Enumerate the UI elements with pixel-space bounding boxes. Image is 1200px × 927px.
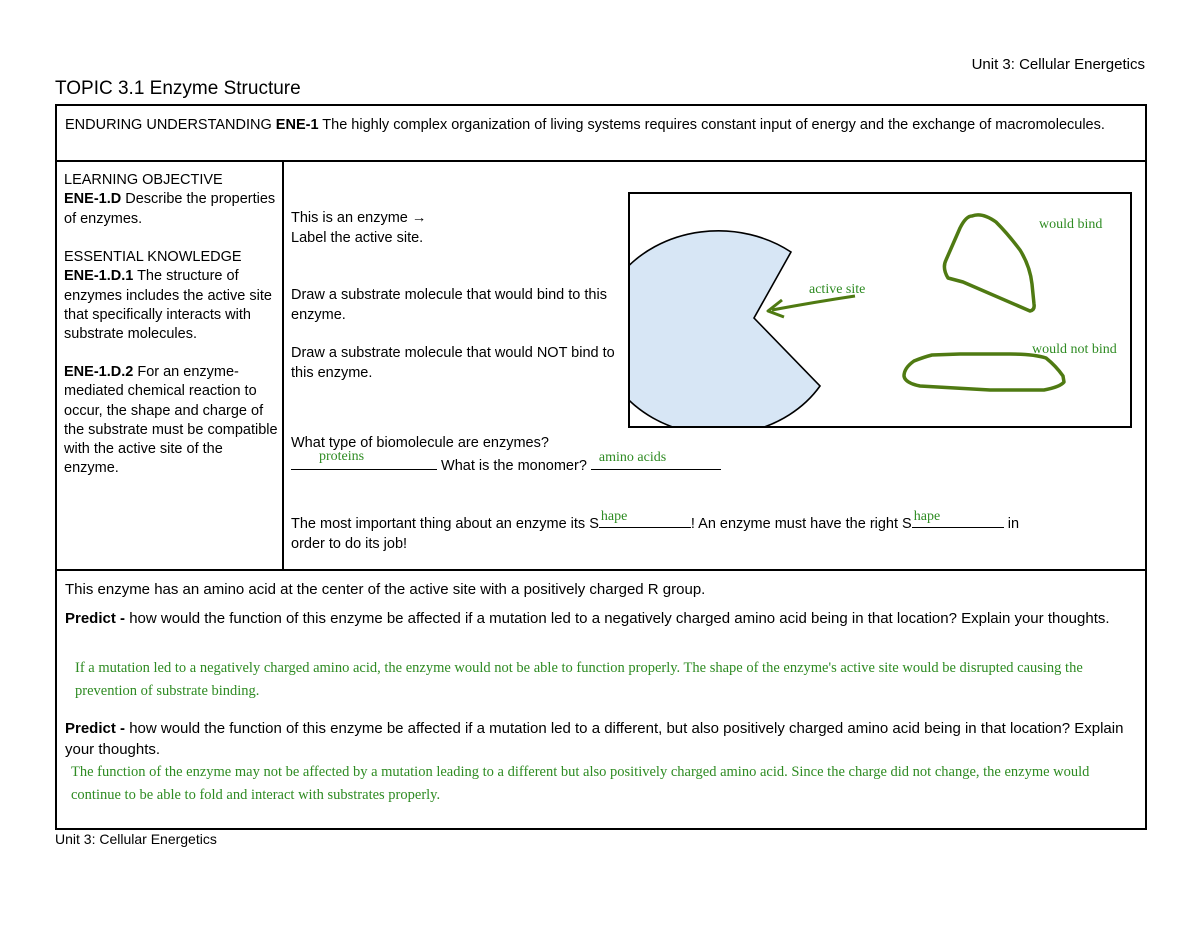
- predict-text-2: how would the function of this enzyme be affected if a mutation led to a different, but also positively charged amino acid being in that location? Explain your thoughts.: [65, 720, 1124, 758]
- active-site-label: active site: [809, 282, 866, 297]
- shape-answer-2: hape: [913, 508, 941, 524]
- q1-line1: This is an enzyme →: [291, 210, 427, 226]
- objectives-column: [57, 162, 284, 569]
- question-bind: Draw a substrate molecule that would bind to this enzyme.: [291, 287, 607, 323]
- header-unit: Unit 3: Cellular Energetics: [971, 56, 1145, 73]
- q6-text-c: in: [1003, 516, 1020, 532]
- monomer-answer-field[interactable]: [591, 450, 721, 470]
- shape-answer-field-1[interactable]: [599, 508, 691, 528]
- question-not-bind: Draw a substrate molecule that would NOT bind to this enzyme.: [291, 345, 615, 381]
- learning-row: [57, 162, 1145, 571]
- monomer-answer: amino acids: [598, 450, 667, 465]
- q6-text-d: order to do its job!: [291, 535, 408, 552]
- biomolecule-answer: proteins: [319, 449, 365, 464]
- prediction-answer-1[interactable]: If a mutation led to a negatively charged amino acid, the enzyme would not be able to function properly. The shape of the enzyme's active site would be disrupted causing the prevention of substrate binding.: [75, 660, 1083, 699]
- footer-unit: Unit 3: Cellular Energetics: [55, 831, 217, 847]
- essential-knowledge-1: [64, 248, 279, 344]
- page-title: TOPIC 3.1 Enzyme Structure: [55, 78, 301, 99]
- enduring-understanding-text: [65, 116, 1135, 135]
- predict-text-1: how would the function of this enzyme be affected if a mutation led to a negatively charged amino acid being in that location? Explain your thoughts.: [129, 610, 1110, 627]
- enduring-code: ENE-1: [275, 117, 319, 133]
- would-bind-substrate: [944, 215, 1034, 311]
- enduring-body: The highly complex organization of living systems requires constant input of energy and the exchange of macromolecules.: [318, 117, 1105, 133]
- prediction-question-1: [65, 608, 1137, 629]
- enzyme-shape: [630, 231, 820, 426]
- prediction-intro: This enzyme has an amino acid at the center of the active site with a positively charged R group.: [65, 581, 706, 598]
- enduring-label: ENDURING UNDERSTANDING: [65, 117, 276, 133]
- learning-objective: [64, 171, 279, 229]
- biomolecule-answer-field[interactable]: [291, 449, 437, 470]
- q6-text-b: ! An enzyme must have the right S: [690, 516, 912, 532]
- q5-text: What is the monomer?: [437, 457, 591, 474]
- prediction-answer-2[interactable]: The function of the enzyme may not be affected by a mutation leading to a different but also positively charged amino acid. Since the charge did not change, the enzyme would continue to be able to fold and interact with substrates properly.: [71, 764, 1090, 803]
- ek1-code: ENE-1.D.1: [64, 268, 134, 285]
- lo-text: Describe the properties of enzymes.: [64, 191, 276, 227]
- worksheet-table: [55, 104, 1147, 830]
- enzyme-drawing: [630, 194, 1130, 426]
- q1-line2: Label the active site.: [291, 229, 424, 246]
- lo-heading: LEARNING OBJECTIVE: [64, 172, 223, 188]
- question-shape: [291, 508, 1141, 554]
- enduring-understanding-row: [57, 106, 1145, 162]
- essential-knowledge-2: [64, 363, 279, 479]
- ek2-text: For an enzyme-mediated chemical reaction to occur, the shape and charge of the substrate must be compatible with the active site of the enzyme.: [64, 364, 278, 477]
- q4-text: What type of biomolecule are enzymes?: [291, 435, 549, 451]
- prediction-question-2: [65, 718, 1137, 760]
- ek1-text: The structure of enzymes includes the active site that specifically interacts with substrate molecules.: [64, 268, 272, 343]
- predict-label-2: Predict -: [65, 720, 130, 737]
- shape-answer-field-2[interactable]: [912, 508, 1004, 528]
- would-not-bind-label: would not bind: [1032, 342, 1117, 357]
- question-biomolecule: [291, 434, 1141, 476]
- prediction-row: [57, 571, 1145, 828]
- question-enzyme: [291, 209, 621, 248]
- q6-text-a: The most important thing about an enzyme its S: [291, 516, 599, 532]
- shape-answer-1: hape: [600, 508, 628, 524]
- would-not-bind-substrate: [904, 354, 1064, 390]
- predict-label-1: Predict -: [65, 610, 130, 627]
- enzyme-diagram: [628, 192, 1132, 428]
- activity-column: [284, 162, 1145, 569]
- would-bind-label: would bind: [1039, 217, 1103, 232]
- ek-heading: ESSENTIAL KNOWLEDGE: [64, 249, 242, 265]
- ek2-code: ENE-1.D.2: [64, 364, 134, 380]
- lo-code: ENE-1.D: [64, 191, 122, 208]
- active-site-arrow: [772, 296, 855, 310]
